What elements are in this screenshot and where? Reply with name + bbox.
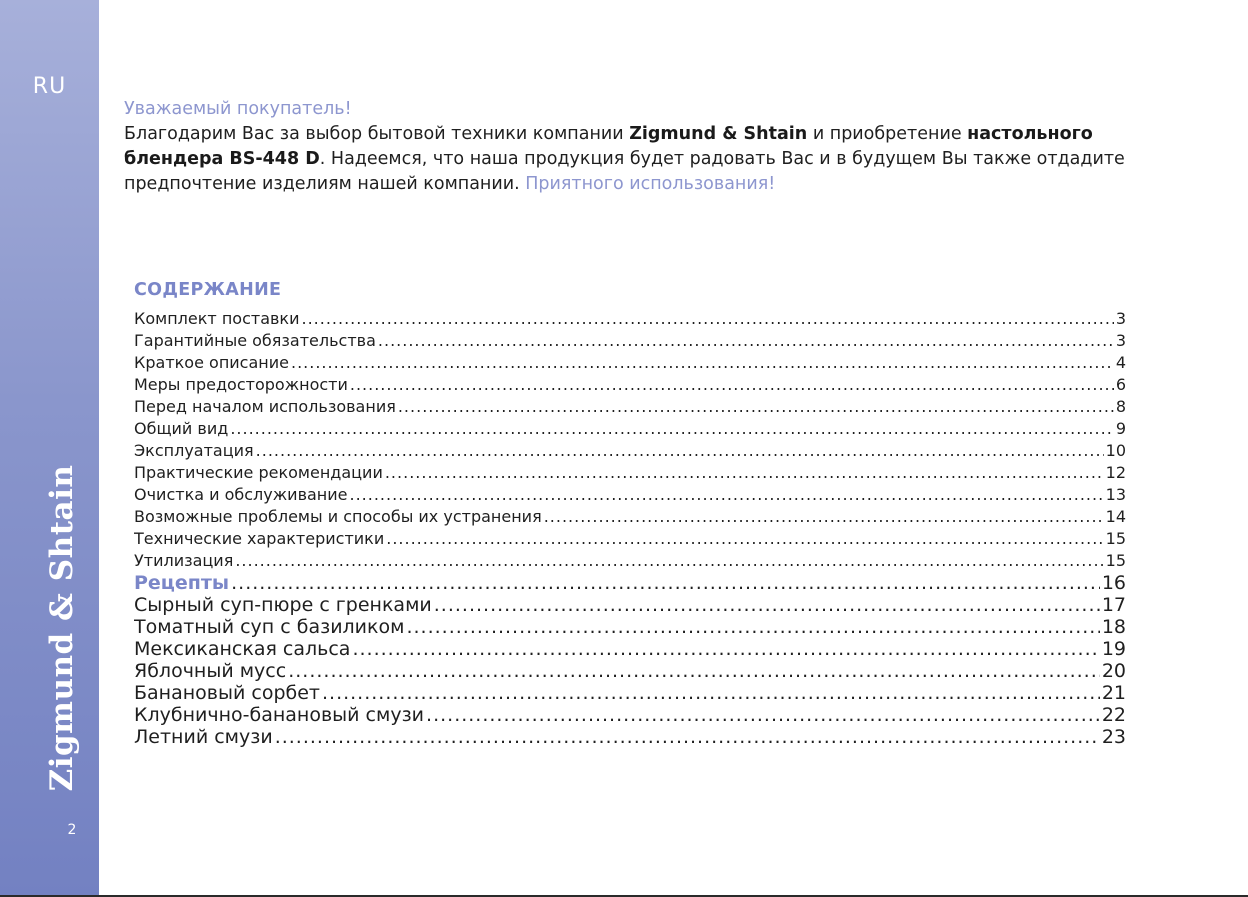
- toc-title: СОДЕРЖАНИЕ: [134, 280, 282, 300]
- toc-entry-label: Практические рекомендации: [134, 463, 383, 482]
- toc-entry[interactable]: [134, 528, 1126, 550]
- toc-leader-dots: [291, 352, 1114, 374]
- intro-text-3: . Надеемся, что наша продукция будет радовать Вас и в будущем Вы также отдадите предпочтение изделиям нашей компании.: [124, 149, 1125, 194]
- toc-leader-dots: [275, 726, 1100, 748]
- toc-leader-dots: [434, 594, 1100, 616]
- toc-recipe-entry[interactable]: [134, 704, 1126, 726]
- toc-entry-label: Яблочный мусс: [134, 660, 287, 682]
- toc-leader-dots: [385, 462, 1104, 484]
- toc-recipe-entry[interactable]: [134, 638, 1126, 660]
- toc-leader-dots: [544, 506, 1104, 528]
- toc-leader-dots: [288, 660, 1100, 682]
- toc-entry[interactable]: [134, 308, 1126, 330]
- toc-entry-label: Общий вид: [134, 419, 229, 438]
- toc-entry-label: Перед началом использования: [134, 397, 396, 416]
- toc-entry[interactable]: [134, 374, 1126, 396]
- toc-page-number: 13: [1105, 485, 1126, 504]
- toc-recipe-entry[interactable]: [134, 682, 1126, 704]
- toc-page-number: 12: [1105, 463, 1126, 482]
- toc-page-number: 4: [1115, 353, 1126, 372]
- toc-entry-label: Утилизация: [134, 551, 234, 570]
- toc-entry-label: Рецепты: [134, 572, 230, 594]
- toc-entry[interactable]: [134, 396, 1126, 418]
- toc-leader-dots: [322, 682, 1100, 704]
- toc-page-number: 16: [1101, 572, 1126, 594]
- toc-entry-label: Томатный суп с базиликом: [134, 616, 405, 638]
- toc-page-number: 20: [1101, 660, 1126, 682]
- toc-entry-label: Банановый сорбет: [134, 682, 320, 704]
- sidebar: [0, 0, 99, 895]
- toc-entry[interactable]: [134, 462, 1126, 484]
- intro-product: настольного блендера BS-448 D: [124, 124, 1093, 169]
- toc-page-number: 15: [1105, 551, 1126, 570]
- toc-page-number: 9: [1115, 419, 1126, 438]
- toc-page-number: 17: [1101, 594, 1126, 616]
- intro-body: [124, 122, 1184, 197]
- toc-entry-label: Краткое описание: [134, 353, 289, 372]
- page-number: 2: [67, 822, 77, 838]
- toc-page-number: 6: [1115, 375, 1126, 394]
- toc-entry[interactable]: [134, 440, 1126, 462]
- toc-entry[interactable]: [134, 484, 1126, 506]
- toc-entry[interactable]: [134, 418, 1126, 440]
- toc-entry[interactable]: [134, 550, 1126, 572]
- intro-text-1: Благодарим Вас за выбор бытовой техники компании: [124, 124, 630, 144]
- toc-leader-dots: [256, 440, 1104, 462]
- toc-leader-dots: [301, 308, 1113, 330]
- table-of-contents: [134, 308, 1126, 748]
- toc-entry[interactable]: [134, 506, 1126, 528]
- toc-entry-label: Летний смузи: [134, 726, 273, 748]
- toc-leader-dots: [406, 616, 1099, 638]
- intro-paragraph: [124, 97, 1184, 197]
- toc-page-number: 8: [1115, 397, 1126, 416]
- intro-text-2: и приобретение: [807, 124, 968, 144]
- toc-page-number: 23: [1101, 726, 1126, 748]
- toc-leader-dots: [230, 418, 1114, 440]
- toc-page-number: 15: [1105, 529, 1126, 548]
- toc-page-number: 3: [1115, 309, 1126, 328]
- toc-leader-dots: [350, 484, 1104, 506]
- brand-logo: Zigmund & Shtain: [44, 464, 80, 792]
- toc-page-number: 18: [1101, 616, 1126, 638]
- toc-entry-label: Комплект поставки: [134, 309, 300, 328]
- toc-entry-label: Сырный суп-пюре с гренками: [134, 594, 432, 616]
- toc-entry-label: Гарантийные обязательства: [134, 331, 376, 350]
- toc-recipes-heading[interactable]: [134, 572, 1126, 594]
- toc-entry-label: Клубнично-банановый смузи: [134, 704, 425, 726]
- toc-recipe-entry[interactable]: [134, 726, 1126, 748]
- toc-page-number: 21: [1101, 682, 1126, 704]
- toc-entry-label: Эксплуатация: [134, 441, 254, 460]
- toc-entry-label: Технические характеристики: [134, 529, 385, 548]
- toc-entry-label: Возможные проблемы и способы их устранения: [134, 507, 542, 526]
- toc-leader-dots: [426, 704, 1100, 726]
- toc-entry-label: Очистка и обслуживание: [134, 485, 348, 504]
- toc-entry[interactable]: [134, 330, 1126, 352]
- toc-recipe-entry[interactable]: [134, 660, 1126, 682]
- toc-leader-dots: [235, 550, 1103, 572]
- toc-page-number: 19: [1101, 638, 1126, 660]
- greeting: Уважаемый покупатель!: [124, 99, 352, 119]
- toc-leader-dots: [350, 374, 1114, 396]
- toc-recipe-entry[interactable]: [134, 594, 1126, 616]
- toc-leader-dots: [386, 528, 1103, 550]
- toc-entry[interactable]: [134, 352, 1126, 374]
- toc-leader-dots: [398, 396, 1114, 418]
- intro-closing: Приятного использования!: [525, 174, 776, 194]
- toc-page-number: 3: [1115, 331, 1126, 350]
- toc-page-number: 10: [1105, 441, 1126, 460]
- language-label: RU: [32, 74, 67, 99]
- toc-page-number: 14: [1105, 507, 1126, 526]
- toc-recipe-entry[interactable]: [134, 616, 1126, 638]
- toc-entry-label: Меры предосторожности: [134, 375, 348, 394]
- intro-brand: Zigmund & Shtain: [629, 124, 808, 144]
- toc-leader-dots: [231, 572, 1100, 594]
- toc-entry-label: Мексиканская сальса: [134, 638, 351, 660]
- toc-page-number: 22: [1101, 704, 1126, 726]
- toc-leader-dots: [352, 638, 1099, 660]
- toc-leader-dots: [378, 330, 1114, 352]
